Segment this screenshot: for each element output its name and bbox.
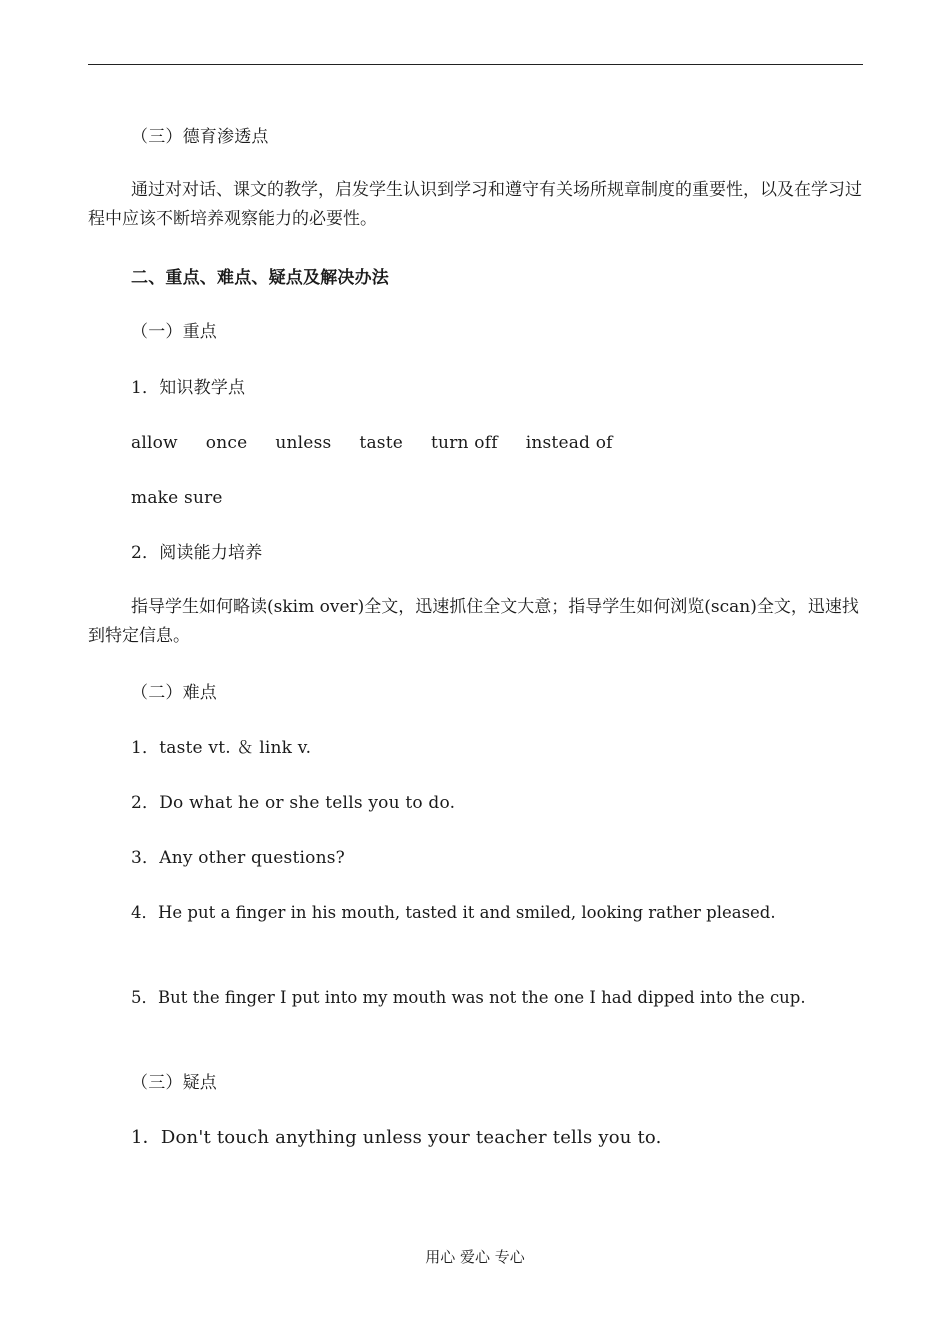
- difficult-item: 4．He put a finger in his mouth, tasted it and smiled, looking rather pleased.: [131, 903, 776, 922]
- difficult-item: 2．Do what he or she tells you to do.: [131, 793, 456, 813]
- vocab-word: allow: [131, 433, 178, 453]
- page-footer: 用心 爱心 专心: [425, 1248, 525, 1266]
- reading-heading: 2．阅读能力培养: [131, 543, 263, 563]
- moral-heading: （三）德育渗透点: [131, 127, 269, 147]
- difficult-heading: （二）难点: [131, 683, 217, 703]
- vocab-word: unless: [275, 433, 332, 453]
- vocab-word: instead of: [525, 433, 613, 453]
- vocab-word: taste: [359, 433, 404, 453]
- difficult-item: 1．taste vt. ＆ link v.: [131, 738, 312, 758]
- vocab-word: once: [205, 433, 248, 453]
- difficult-item: 3．Any other questions?: [131, 848, 345, 868]
- header-rule: [88, 64, 863, 65]
- reading-paragraph: 指导学生如何略读(skim over)全文，迅速抓住全文大意；指导学生如何浏览(scan)全文，迅速找到特定信息。: [88, 597, 859, 646]
- key-points-heading: （一）重点: [131, 322, 217, 342]
- vocab-line2: make sure: [131, 488, 223, 508]
- difficult-item: 5．But the finger I put into my mouth was not the one I had dipped into the cup.: [131, 988, 806, 1007]
- doubt-heading: （三）疑点: [131, 1073, 217, 1093]
- vocab-word: turn off: [431, 433, 498, 453]
- knowledge-heading: 1．知识教学点: [131, 378, 246, 398]
- vocab-list: [131, 432, 613, 454]
- moral-paragraph: 通过对对话、课文的教学，启发学生认识到学习和遵守有关场所规章制度的重要性，以及在学习过程中应该不断培养观察能力的必要性。: [88, 180, 862, 229]
- doubt-item: 1．Don't touch anything unless your teacher tells you to.: [131, 1127, 662, 1148]
- section2-heading: 二、重点、难点、疑点及解决办法: [131, 268, 389, 288]
